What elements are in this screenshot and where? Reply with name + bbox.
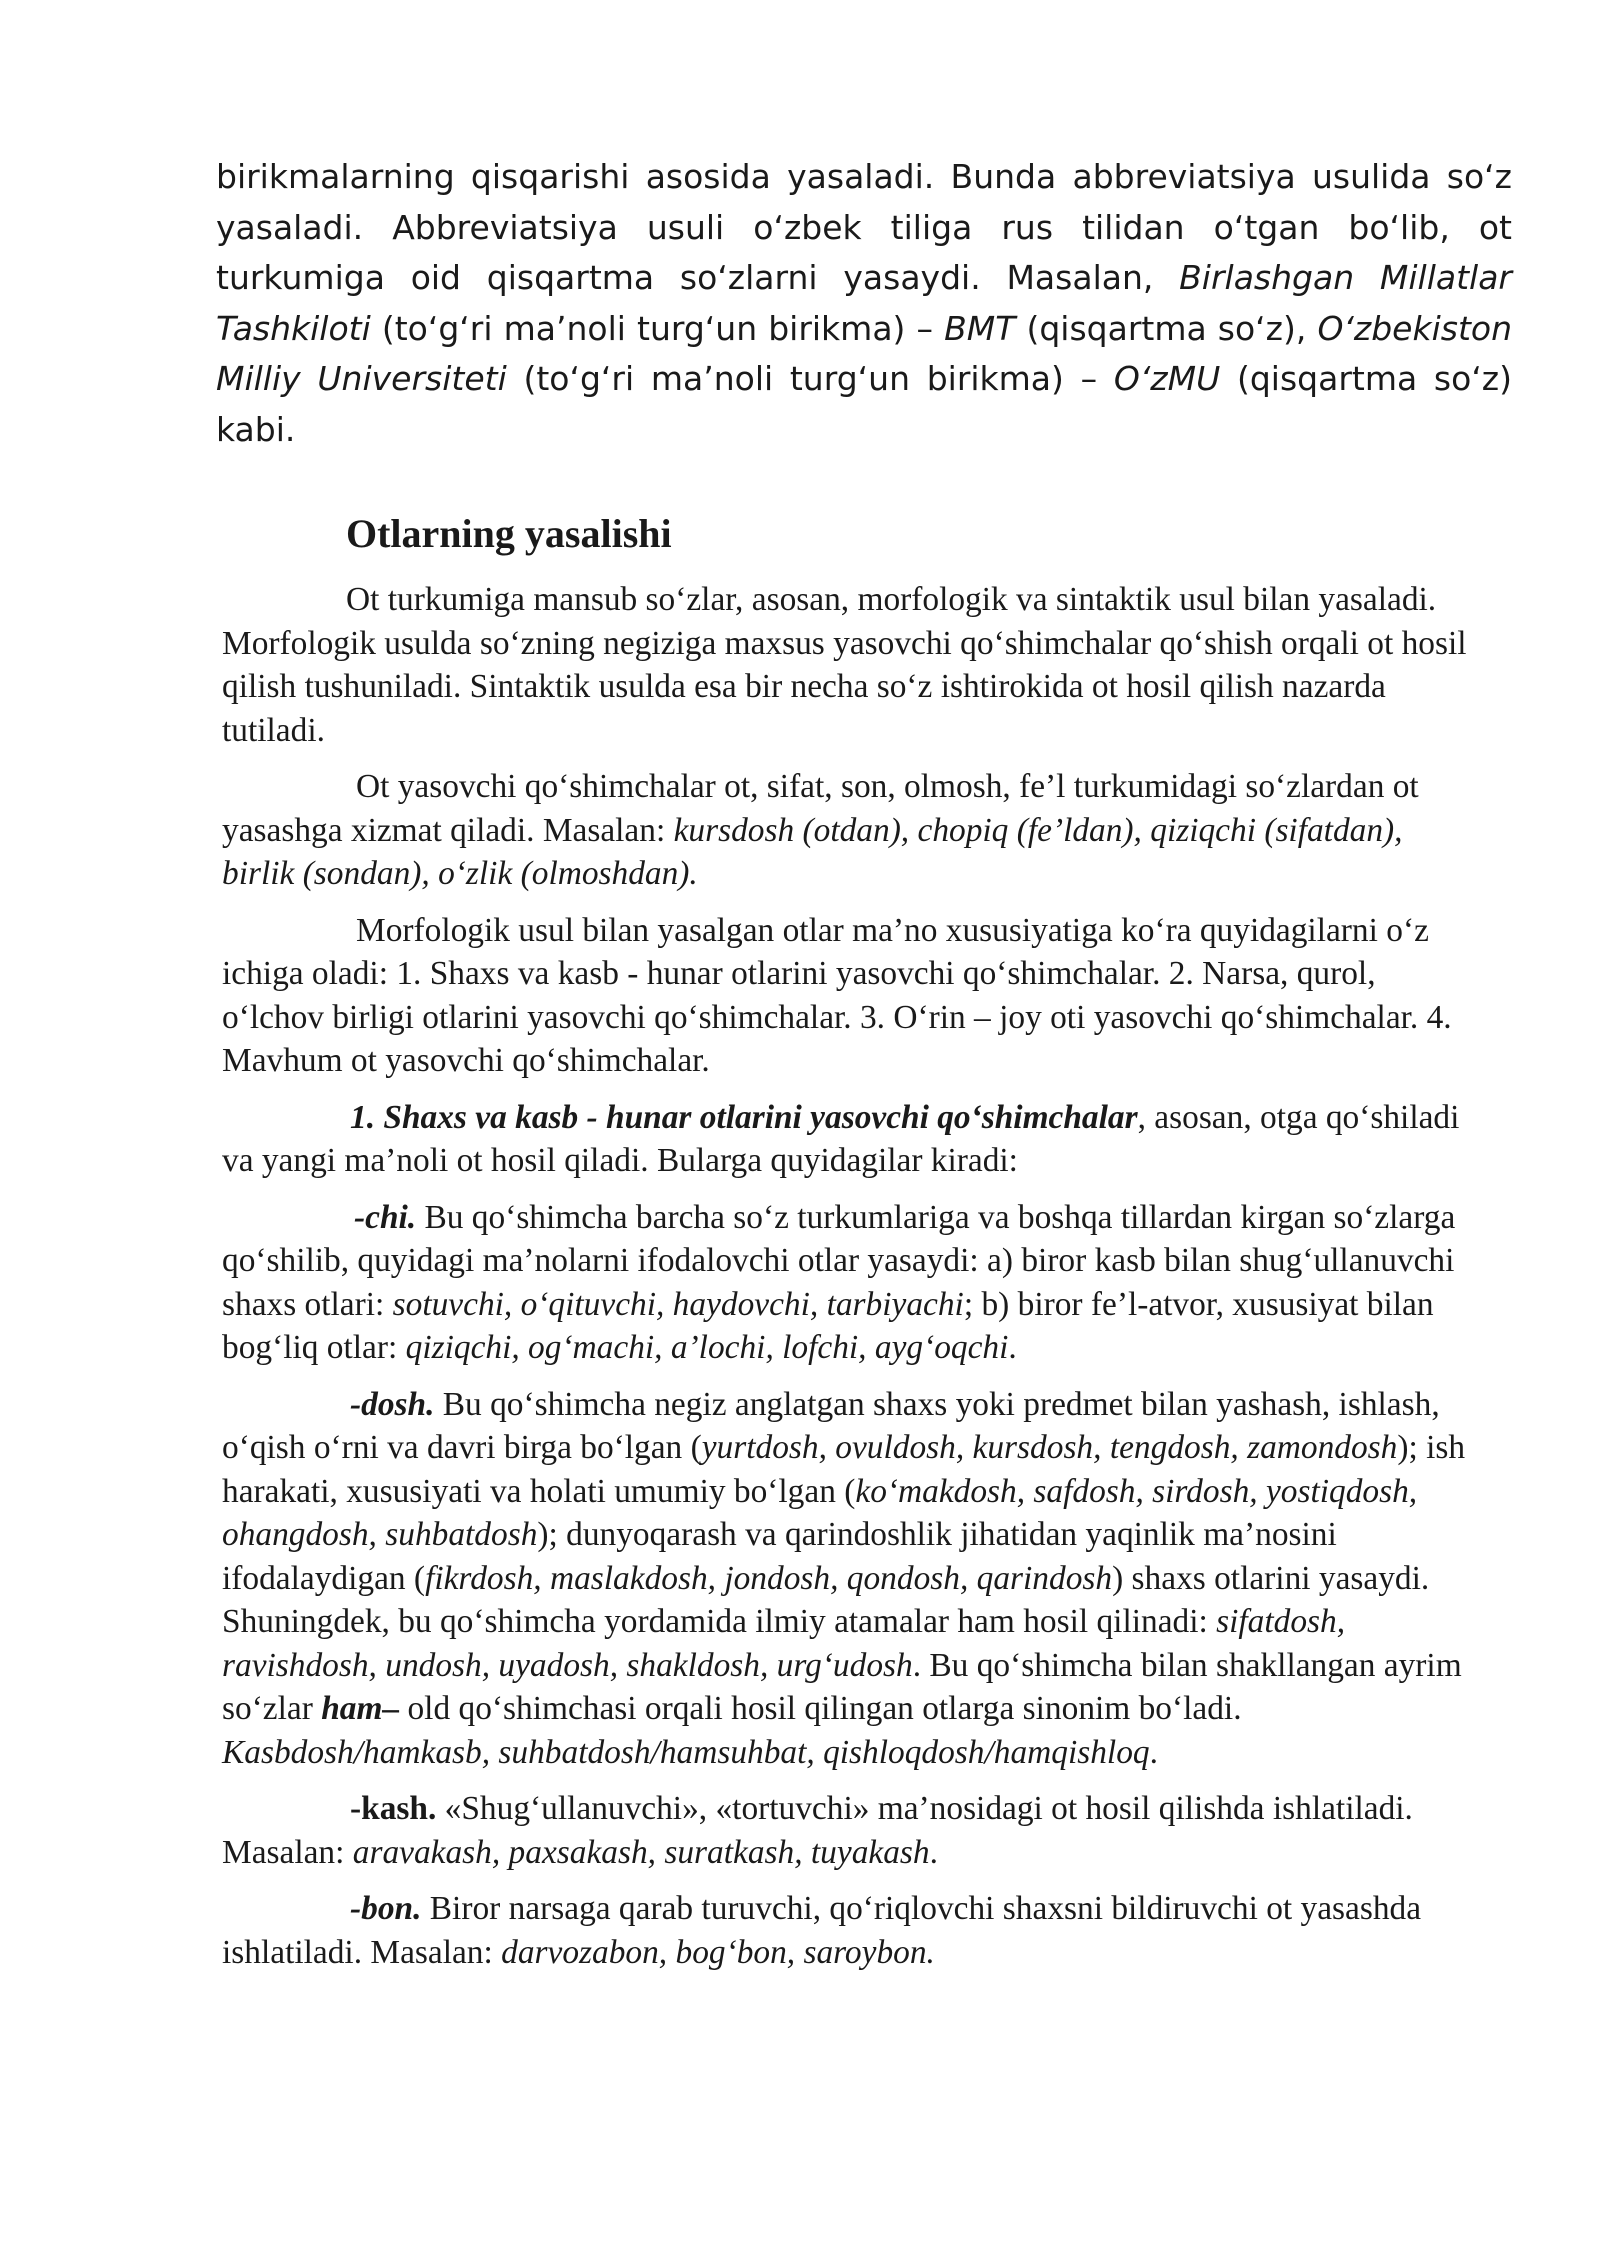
paragraph-suffix-kash: [222, 1787, 1478, 1874]
paragraph-suffix-dosh: [222, 1383, 1478, 1775]
paragraph-examples: aravakash, paxsakash, suratkash, tuyakash: [352, 1833, 930, 1871]
paragraph-examples: fikrdosh, maslakdosh, jondosh, qondosh, qarindosh: [425, 1559, 1113, 1597]
suffix-label: -kash.: [350, 1790, 437, 1827]
paragraph-examples: qiziqchi, og‘machi, a’lochi, lofchi, ayg‘oqchi: [405, 1329, 1009, 1366]
paragraph-suffix-bon: [222, 1887, 1478, 1974]
intro-text: (to‘g‘ri ma’noli turg‘un birikma) –: [506, 359, 1114, 398]
paragraph-examples: sifatdosh, ravishdosh, undosh, uyadosh, shakldosh, urg‘udosh: [222, 1603, 1346, 1684]
paragraph-morphological-groups: Morfologik usul bilan yasalgan otlar ma’no xususiyatiga ko‘ra quyidagilarni o‘z ichiga oladi: 1. Shaxs va kasb - hunar otlarini yasovchi qo‘shimchalar. 2. Narsa, qurol, o‘lchov birligi otlarini yasovchi qo‘shimchalar. 3. O‘rin – joy oti yasovchi qo‘shimchalar. 4. Mavhum ot yasovchi qo‘shimchalar.: [222, 911, 1452, 1079]
intro-text: birikmalarning qisqarishi asosida yasaladi. Bunda abbreviatsiya usulida so‘z yasaladi. Abbreviatsiya usuli o‘zbek tiliga rus tilidan o‘tgan bo‘lib, ot turkumiga oid qisqartma so‘zlarni yasaydi. Masalan,: [216, 157, 1512, 297]
paragraph-examples: yurtdosh, ovuldosh, kursdosh, tengdosh, zamondosh: [701, 1429, 1398, 1466]
section-heading: Otlarning yasalishi: [346, 511, 672, 556]
paragraph-examples: kursdosh (otdan), chopiq (fe’ldan), qiziqchi (sifatdan), birlik (sondan), o‘zlik (olmoshdan).: [222, 811, 1403, 892]
suffix-label: -chi.: [354, 1198, 417, 1236]
paragraph-text: ) shaxs otlarini yasaydi. Shuningdek, bu qo‘shimcha yordamida ilmiy atamalar ham hosil qilinadi:: [222, 1559, 1430, 1640]
paragraph-text: ); dunyoqarash va qarindoshlik jihatidan yaqinlik ma’nosini ifodalaydigan (: [222, 1516, 1337, 1597]
paragraph-text: Bu qo‘shimcha barcha so‘z turkumlariga va boshqa tillardan kirgan so‘zlarga qo‘shilib, quyidagi ma’nolarni ifodalovchi otlar yasaydi: a) biror kasb bilan shug‘ullanuvchi shaxs otlari:: [222, 1198, 1456, 1323]
suffix-label: -dosh.: [350, 1385, 435, 1423]
intro-text: (qisqartma so‘z) kabi.: [216, 359, 1512, 449]
paragraph-text: ; b) biror fe’l-atvor, xususiyat bilan bog‘liq otlar:: [222, 1285, 1434, 1366]
paragraph-text: Ot yasovchi qo‘shimchalar ot, sifat, son, olmosh, fe’l turkumidagi so‘zlardan ot yasashga xizmat qiladi. Masalan:: [222, 768, 1419, 849]
intro-text: (to‘g‘ri ma’noli turg‘un birikma) –: [370, 308, 945, 348]
paragraph-text: .: [1149, 1733, 1158, 1771]
paragraph-text: , asosan, otga qo‘shiladi va yangi ma’noli ot hosil qiladi. Bularga quyidagilar kiradi:: [222, 1098, 1460, 1179]
intro-text: (qisqartma so‘z),: [1015, 308, 1318, 348]
paragraph-text: «Shug‘ullanuvchi», «tortuvchi» ma’nosidagi ot hosil qilishda ishlatiladi. Masalan:: [222, 1790, 1413, 1871]
paragraph-examples: ko‘makdosh, safdosh, sirdosh, yostiqdosh, ohangdosh, suhbatdosh: [222, 1472, 1418, 1553]
intro-example-abbr: BMT: [944, 308, 1016, 348]
intro-example-abbr: O‘zMU: [1113, 359, 1221, 398]
paragraph-examples: darvozabon, bog‘bon, saroybon.: [501, 1933, 935, 1971]
suffix-label: -bon.: [350, 1890, 422, 1927]
paragraph-examples: sotuvchi, o‘qituvchi, haydovchi, tarbiyachi: [392, 1285, 964, 1323]
paragraph-text: Bu qo‘shimcha negiz anglatgan shaxs yoki predmet bilan yashash, ishlash, o‘qish o‘rni va davri birga bo‘lgan (: [222, 1385, 1440, 1466]
paragraph-formation-methods: Ot turkumiga mansub so‘zlar, asosan, morfologik va sintaktik usul bilan yasaladi. Morfologik usulda so‘zning negiziga maxsus yasovchi qo‘shimchalar qo‘shish orqali ot hosil qilish tushuniladi. Sintaktik usulda esa bir necha so‘z ishtirokida ot hosil qilish nazarda tutiladi.: [222, 581, 1467, 749]
intro-example-term: Birlashgan Millatlar Tashkiloti: [216, 258, 1512, 348]
paragraph-text: old qo‘shimchasi orqali hosil qilingan otlarga sinonim bo‘ladi.: [399, 1690, 1242, 1727]
paragraph-suffix-chi: [222, 1196, 1478, 1370]
paragraph-text: . Bu qo‘shimcha bilan shakllangan ayrim so‘zlar: [222, 1646, 1462, 1727]
paragraph-subheading: 1. Shaxs va kasb - hunar otlarini yasovchi qo‘shimchalar: [350, 1098, 1138, 1136]
paragraph-text: .: [1008, 1329, 1017, 1366]
intro-example-term: O‘zbekiston Milliy Universiteti: [216, 308, 1512, 398]
paragraph-examples: Kasbdosh/hamkasb, suhbatdosh/hamsuhbat, qishloqdosh/hamqishloq: [222, 1733, 1150, 1771]
paragraph-noun-suffixes: [222, 765, 1478, 896]
intro-paragraph: [216, 152, 1512, 455]
paragraph-text: ); ish harakati, xususiyati va holati umumiy bo‘lgan (: [222, 1429, 1466, 1510]
section-body: [222, 578, 1478, 1987]
paragraph-text: Biror narsaga qarab turuvchi, qo‘riqlovchi shaxsni bildiruvchi ot yasashda ishlatiladi. Masalan:: [222, 1890, 1422, 1971]
paragraph-person-suffixes: [222, 1096, 1478, 1183]
prefix-label: ham–: [321, 1690, 400, 1727]
paragraph-text: .: [929, 1833, 938, 1871]
